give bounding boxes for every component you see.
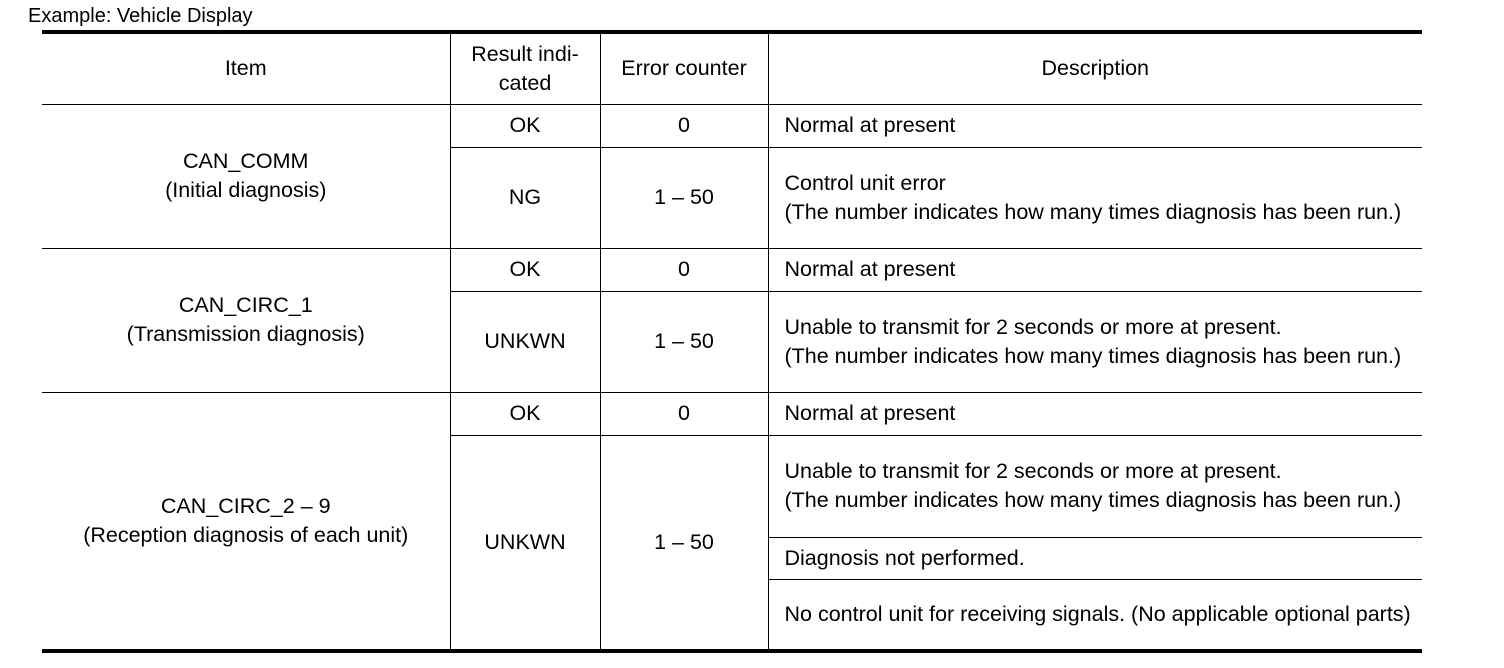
column-header-item: Item	[42, 32, 450, 104]
error-counter-cell: 0	[600, 248, 768, 291]
item-cell	[42, 392, 450, 651]
item-name: CAN_COMM	[183, 149, 309, 173]
column-header-description: Description	[768, 32, 1422, 104]
table-row	[42, 248, 1422, 291]
column-header-result: Result indi- cated	[450, 32, 600, 104]
description-cell: Normal at present	[768, 248, 1422, 291]
description-cell: Normal at present	[768, 104, 1422, 147]
header-row	[42, 32, 1422, 104]
result-cell: NG	[450, 147, 600, 248]
item-name: CAN_CIRC_1	[178, 293, 313, 317]
description-cell: Control unit error (The number indicates how many times diagnosis has been run.)	[768, 147, 1422, 248]
result-cell: UNKWN	[450, 435, 600, 651]
item-cell	[42, 248, 450, 392]
description-cell: Normal at present	[768, 392, 1422, 435]
result-cell: UNKWN	[450, 291, 600, 392]
item-name: CAN_CIRC_2 – 9	[160, 493, 331, 518]
item-subtitle: (Transmission diagnosis)	[126, 322, 365, 346]
error-counter-cell: 1 – 50	[600, 291, 768, 392]
result-cell: OK	[450, 104, 600, 147]
table-row	[42, 104, 1422, 147]
error-counter-cell: 1 – 50	[600, 147, 768, 248]
description-cell: Unable to transmit for 2 seconds or more at present. (The number indicates how many times diagnosis has been run.)	[768, 435, 1422, 537]
description-cell: Unable to transmit for 2 seconds or more at present. (The number indicates how many times diagnosis has been run.)	[768, 291, 1422, 392]
description-cell: Diagnosis not performed.	[768, 537, 1422, 579]
description-cell: No control unit for receiving signals. (No applicable optional parts)	[768, 579, 1422, 651]
item-subtitle: (Reception diagnosis of each unit)	[83, 522, 409, 547]
error-counter-cell: 0	[600, 104, 768, 147]
error-counter-cell: 1 – 50	[600, 435, 768, 651]
table-caption: Example: Vehicle Display	[28, 5, 253, 27]
result-cell: OK	[450, 248, 600, 291]
item-cell	[42, 104, 450, 248]
table-row	[42, 392, 1422, 435]
error-counter-cell: 0	[600, 392, 768, 435]
item-subtitle: (Initial diagnosis)	[165, 178, 327, 202]
column-header-error-counter: Error counter	[600, 32, 768, 104]
result-cell: OK	[450, 392, 600, 435]
can-diagnosis-table	[42, 30, 1422, 653]
